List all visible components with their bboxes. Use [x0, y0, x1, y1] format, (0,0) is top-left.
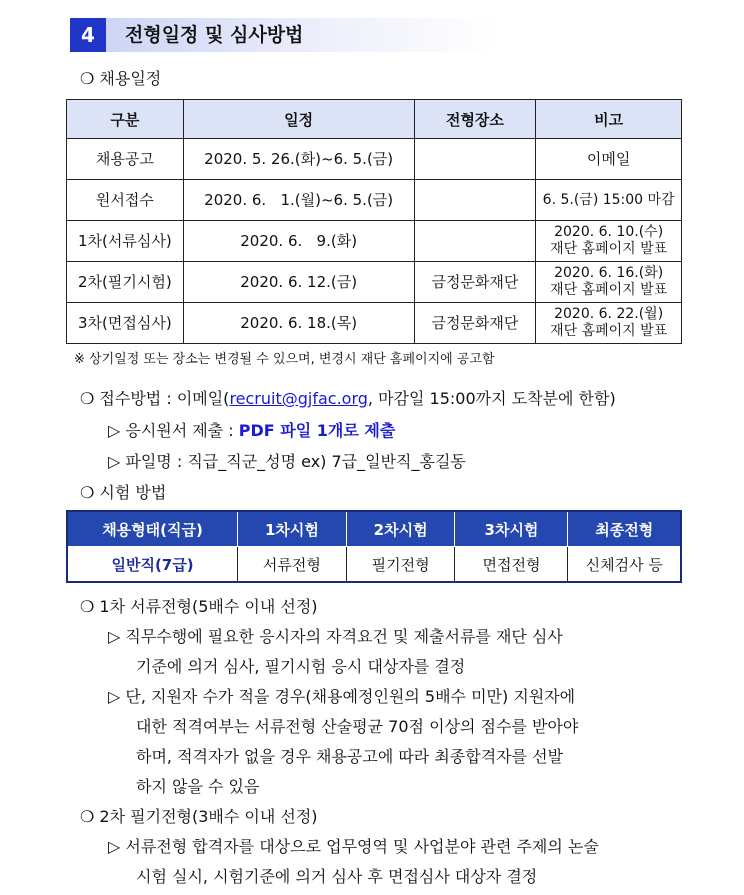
- stage1-bullet2-line4: 하지 않을 수 있음: [136, 777, 260, 796]
- exam-heading: ❍ 시험 방법: [80, 483, 167, 502]
- apply-item-2: ▷ 파일명 : 직급_직군_성명 ex) 7급_일반직_홍길동: [108, 452, 466, 471]
- table-cell: 일반직(7급): [67, 547, 238, 583]
- table-cell: [414, 221, 536, 262]
- table-cell: 6. 5.(금) 15:00 마감: [536, 180, 682, 221]
- table-cell: 면접전형: [455, 547, 568, 583]
- stage1-bullet2-line2: 대한 적격여부는 서류전형 산술평균 70점 이상의 점수를 받아야: [136, 717, 579, 736]
- table-cell: 2020. 6. 22.(월) 재단 홈페이지 발표: [536, 303, 682, 344]
- table-cell: 필기전형: [346, 547, 455, 583]
- header-cell: 1차시험: [238, 511, 347, 547]
- email-link[interactable]: recruit@gjfac.org: [229, 389, 368, 408]
- table-cell: 2020. 6. 10.(수) 재단 홈페이지 발표: [536, 221, 682, 262]
- table-row: [67, 221, 682, 262]
- table-cell: 2020. 5. 26.(화)~6. 5.(금): [183, 139, 414, 180]
- apply-suffix: , 마감일 15:00까지 도착분에 한함): [367, 389, 616, 408]
- header-cell: 3차시험: [455, 511, 568, 547]
- table-cell: 2020. 6. 16.(화) 재단 홈페이지 발표: [536, 262, 682, 303]
- table-row: [67, 547, 681, 583]
- table-cell: 이메일: [536, 139, 682, 180]
- table-cell: [414, 139, 536, 180]
- section-title: 전형일정 및 심사방법: [125, 24, 304, 46]
- stage2-bullet1-line1: ▷ 서류전형 합격자를 대상으로 업무영역 및 사업분야 관련 주제의 논술: [108, 837, 599, 856]
- table-cell: [414, 180, 536, 221]
- schedule-heading: ❍ 채용일정: [80, 69, 162, 88]
- table-cell: 2020. 6. 12.(금): [183, 262, 414, 303]
- stage1-heading: ❍ 1차 서류전형(5배수 이내 선정): [80, 597, 318, 616]
- stage1-bullet1-line1: ▷ 직무수행에 필요한 응시자의 자격요건 및 제출서류를 재단 심사: [108, 627, 563, 646]
- apply-prefix: ❍ 접수방법 : 이메일(: [80, 389, 230, 408]
- header-cell: 전형장소: [414, 100, 536, 139]
- header-cell: 구분: [67, 100, 184, 139]
- table-cell: 금정문화재단: [414, 303, 536, 344]
- table-row: [67, 303, 682, 344]
- table-row: [67, 139, 682, 180]
- table-cell: 채용공고: [67, 139, 184, 180]
- table-cell: 원서접수: [67, 180, 184, 221]
- stage2-heading: ❍ 2차 필기전형(3배수 이내 선정): [80, 807, 318, 826]
- apply-item-1: [108, 418, 395, 441]
- exam-table: [66, 510, 682, 583]
- stage1-bullet1-line2: 기준에 의거 심사, 필기시험 응시 대상자를 결정: [136, 657, 466, 676]
- apply-method-line: [80, 386, 616, 409]
- apply-item-1-highlight: PDF 파일 1개로 제출: [238, 421, 396, 440]
- table-row: [67, 180, 682, 221]
- header-cell: 일정: [183, 100, 414, 139]
- table-cell: 2차(필기시험): [67, 262, 184, 303]
- exam-table-header: [67, 511, 681, 547]
- schedule-table: [66, 99, 682, 344]
- table-cell: 1차(서류심사): [67, 221, 184, 262]
- stage1-bullet2-line1: ▷ 단, 지원자 수가 적을 경우(채용예정인원의 5배수 미만) 지원자에: [108, 687, 576, 706]
- table-cell: 금정문화재단: [414, 262, 536, 303]
- table-cell: 3차(면접심사): [67, 303, 184, 344]
- table-cell: 2020. 6. 9.(화): [183, 221, 414, 262]
- schedule-table-header: [67, 100, 682, 139]
- stage1-bullet2-line3: 하며, 적격자가 없을 경우 채용공고에 따라 최종합격자를 선발: [136, 747, 564, 766]
- table-cell: 2020. 6. 1.(월)~6. 5.(금): [183, 180, 414, 221]
- schedule-note: ※ 상기일정 또는 장소는 변경될 수 있으며, 변경시 재단 홈페이지에 공고함: [74, 352, 495, 367]
- header-cell: 2차시험: [346, 511, 455, 547]
- header-cell: 채용형태(직급): [67, 511, 238, 547]
- table-cell: 신체검사 등: [568, 547, 681, 583]
- section-number-badge: 4: [70, 18, 106, 52]
- table-cell: 서류전형: [238, 547, 347, 583]
- header-cell: 최종전형: [568, 511, 681, 547]
- header-cell: 비고: [536, 100, 682, 139]
- stage2-bullet1-line2: 시험 실시, 시험기준에 의거 심사 후 면접심사 대상자 결정: [136, 867, 538, 886]
- table-row: [67, 262, 682, 303]
- table-cell: 2020. 6. 18.(목): [183, 303, 414, 344]
- apply-item-1-prefix: ▷ 응시원서 제출 :: [108, 421, 239, 440]
